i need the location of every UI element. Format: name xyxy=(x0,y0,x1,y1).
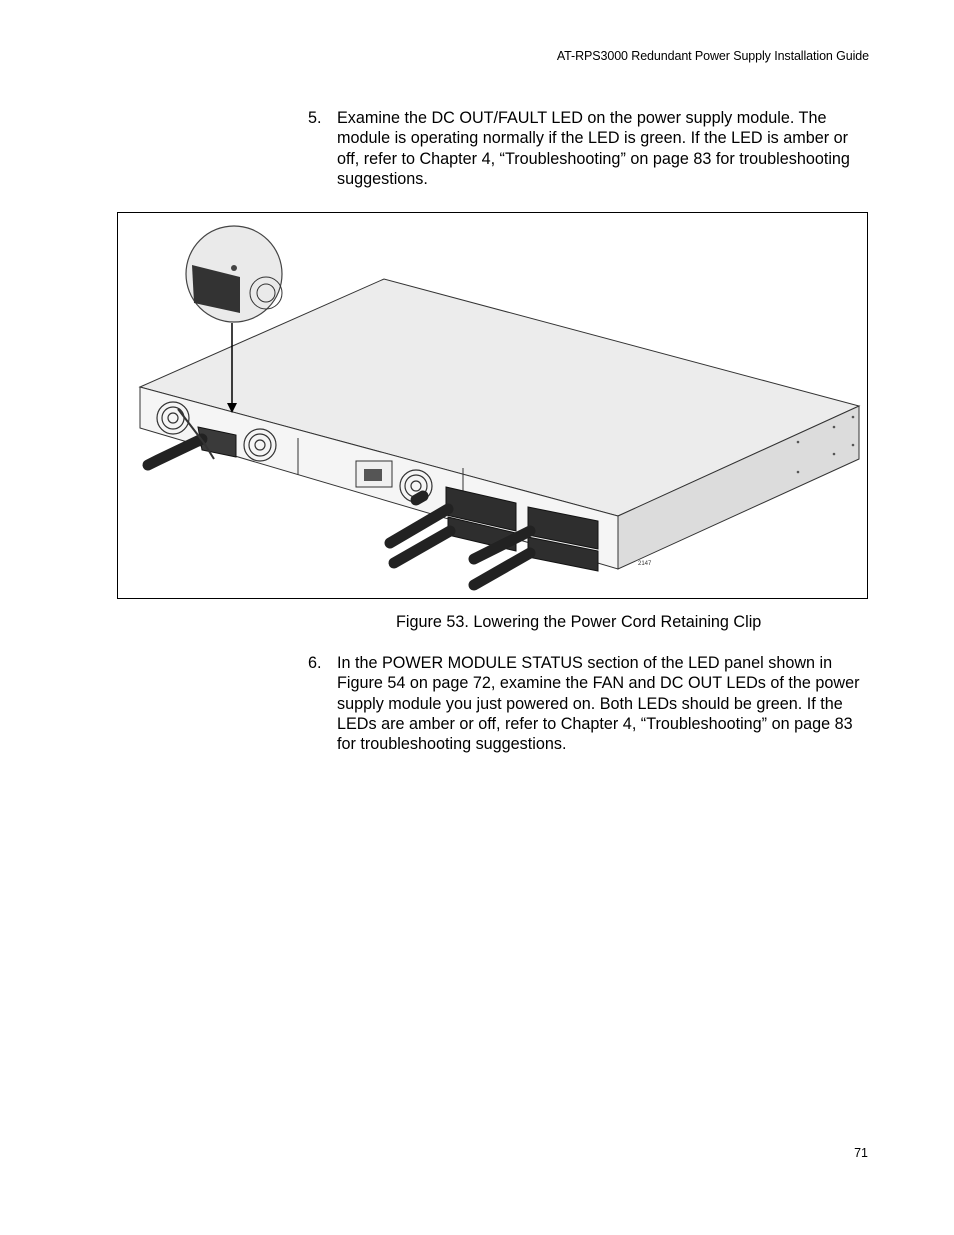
step-text: Examine the DC OUT/FAULT LED on the power supply module. The module is operating normally if the LED is green. If the LED is amber or off, refer to Chapter 4, “Troubleshooting” on page 83 for troubleshooting suggestions. xyxy=(337,109,850,188)
running-header: AT-RPS3000 Redundant Power Supply Installation Guide xyxy=(556,49,869,63)
step-number: 6. xyxy=(308,654,322,672)
step-6 xyxy=(308,653,868,754)
step-number: 5. xyxy=(308,109,322,127)
step-text: In the POWER MODULE STATUS section of the LED panel shown in Figure 54 on page 72, examine the FAN and DC OUT LEDs of the power supply module you just powered on. Both LEDs should be green. If the LEDs are amber or off, refer to Chapter 4, “Troubleshooting” on page 83 for troubleshooting suggestions. xyxy=(337,654,860,754)
figure-caption: Figure 53. Lowering the Power Cord Retaining Clip xyxy=(396,613,762,631)
figure-53 xyxy=(117,212,868,599)
step-5 xyxy=(308,108,868,189)
page-number: 71 xyxy=(854,1146,868,1160)
illustration-id: 2147 xyxy=(638,561,652,567)
